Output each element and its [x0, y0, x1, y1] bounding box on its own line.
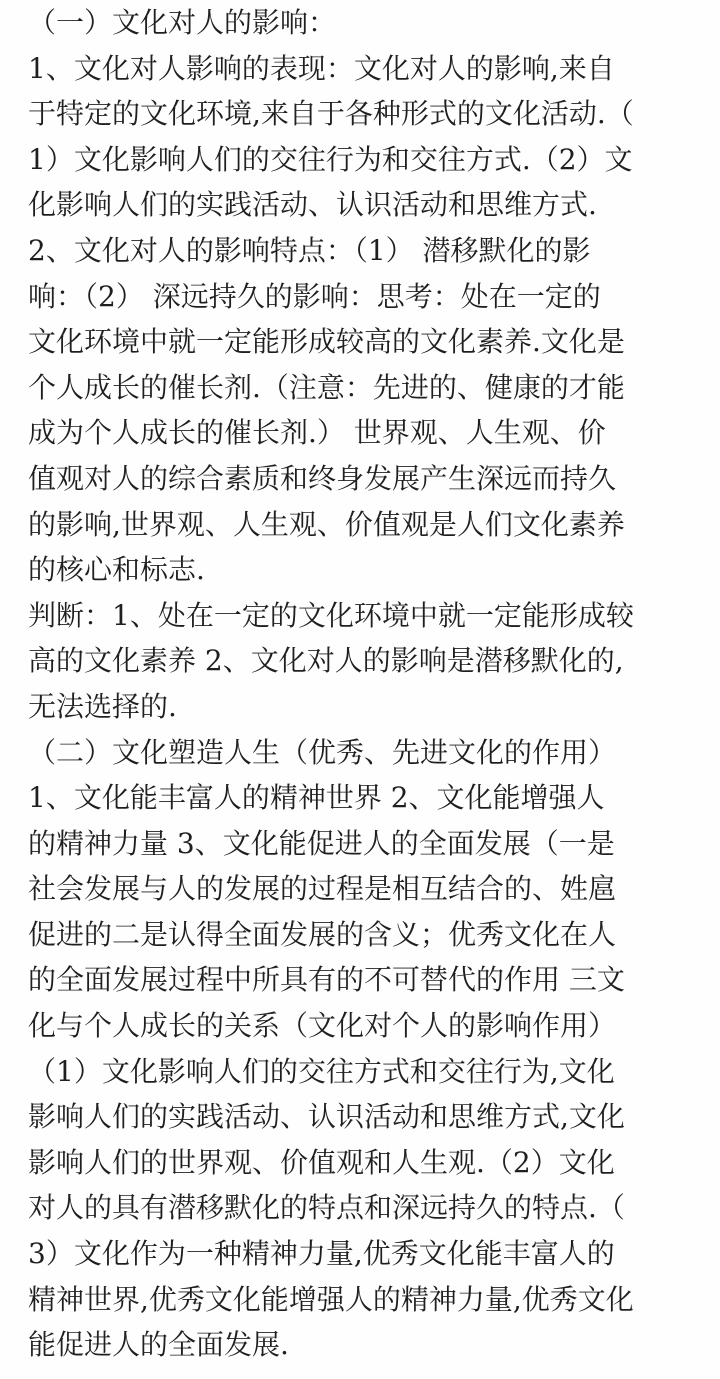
text-line: 1）文化影响人们的交往行为和交往方式.（2）文	[28, 142, 633, 176]
text-line: （1）文化影响人们的交往方式和交往行为,文化	[28, 1054, 615, 1088]
text-line: 判断：1、处在一定的文化环境中就一定能形成较	[28, 598, 634, 632]
text-line: 的全面发展过程中所具有的不可替代的作用 三文	[28, 963, 625, 997]
text-line: 能促进人的全面发展.	[28, 1328, 289, 1362]
text-line: 文化环境中就一定能形成较高的文化素养.文化是	[28, 325, 625, 359]
text-line: （二）文化塑造人生（优秀、先进文化的作用）	[28, 735, 617, 769]
text-line: 响：（2） 深远持久的影响：思考：处在一定的	[28, 279, 601, 313]
text-line: 化影响人们的实践活动、认识活动和思维方式.	[28, 188, 597, 222]
text-line: 3）文化作为一种精神力量,优秀文化能丰富人的	[28, 1237, 615, 1271]
text-line: 影响人们的世界观、价值观和人生观.（2）文化	[28, 1145, 615, 1179]
text-line: 高的文化素养 2、文化对人的影响是潜移默化的,	[28, 644, 624, 678]
text-line: 成为个人成长的催长剂.） 世界观、人生观、价	[28, 416, 606, 450]
text-line: 促进的二是认得全面发展的含义；优秀文化在人	[28, 917, 617, 951]
text-line: 个人成长的催长剂.（注意：先进的、健康的才能	[28, 370, 625, 404]
text-line: 精神世界,优秀文化能增强人的精神力量,优秀文化	[28, 1282, 634, 1316]
text-line: 值观对人的综合素质和终身发展产生深远而持久	[28, 461, 617, 495]
text-line: 社会发展与人的发展的过程是相互结合的、姓扈	[28, 872, 617, 906]
text-line: 影响人们的实践活动、认识活动和思维方式,文化	[28, 1100, 625, 1134]
text-line: 1、文化能丰富人的精神世界 2、文化能增强人	[28, 781, 605, 815]
text-line: 化与个人成长的关系（文化对个人的影响作用）	[28, 1009, 617, 1043]
text-line: 于特定的文化环境,来自于各种形式的文化活动.（	[28, 97, 634, 131]
document-text	[28, 0, 698, 1368]
text-line: 对人的具有潜移默化的特点和深远持久的特点.（	[28, 1191, 625, 1225]
text-line: 1、文化对人影响的表现：文化对人的影响,来自	[28, 51, 615, 85]
text-line: 的精神力量 3、文化能促进人的全面发展（一是	[28, 826, 615, 860]
text-line: 的影响,世界观、人生观、价值观是人们文化素养	[28, 507, 625, 541]
text-line: 无法选择的.	[28, 689, 177, 723]
text-line: 的核心和标志.	[28, 553, 205, 587]
text-line: 2、文化对人的影响特点：（1） 潜移默化的影	[28, 233, 591, 267]
text-line: （一）文化对人的影响：	[28, 6, 337, 39]
